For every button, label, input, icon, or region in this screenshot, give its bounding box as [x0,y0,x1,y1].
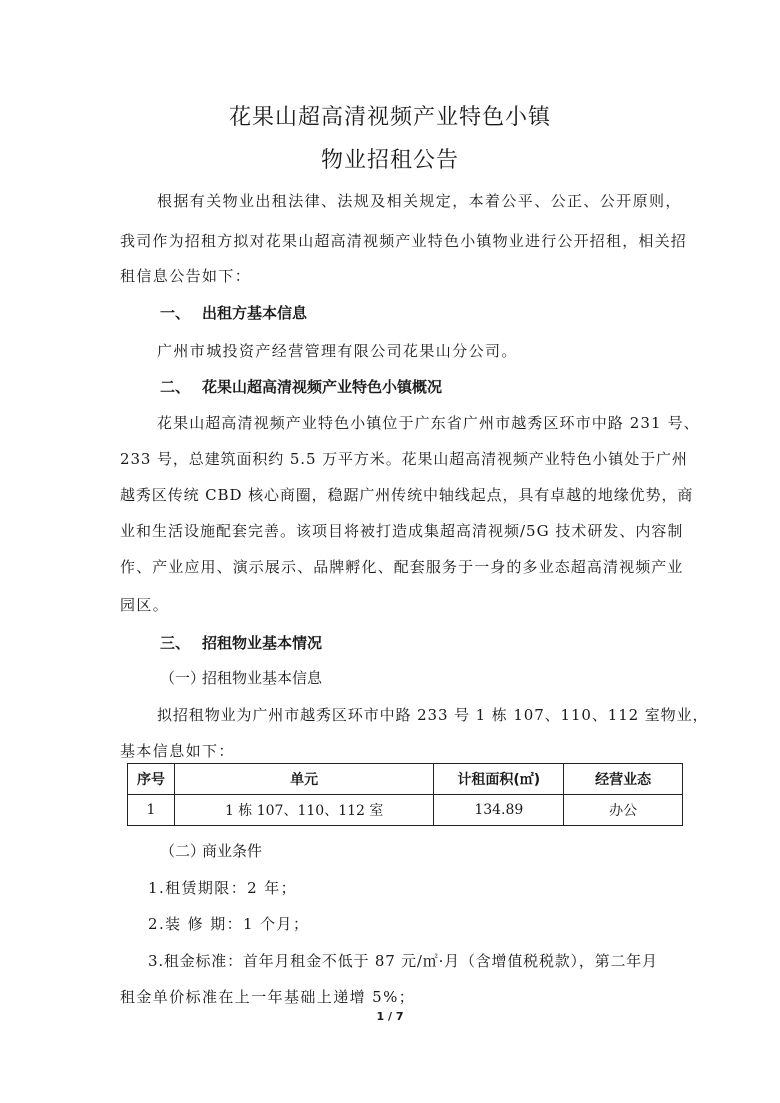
intro-line-3: 租信息公告如下： [120,267,252,285]
table-cell: 1 栋 107、110、112 室 [174,795,433,826]
intro-line-1: 根据有关物业出租法律、法规及相关规定，本着公平、公正、公开原则， [157,192,682,210]
subsection-2-title: 商业条件 [202,842,263,860]
condition-item-3-line-2: 租金单价标准在上一年基础上递增 5%； [120,988,416,1006]
table-row [128,795,683,826]
section-3-heading [160,632,322,653]
document-title: 花果山超高清视频产业特色小镇 [228,105,551,130]
section-2-line-1: 花果山超高清视频产业特色小镇位于广东省广州市越秀区环市中路 231 号、 [157,414,700,432]
section-1-title: 出租方基本信息 [202,304,308,322]
table-cell: 办公 [564,795,683,826]
subsection-2-number: （二） [160,842,206,860]
document-subtitle: 物业招租公告 [320,148,459,173]
condition-item-2: 2.装 修 期：1 个月； [148,915,310,933]
section-2-line-2: 233 号，总建筑面积约 5.5 万平方米。花果山超高清视频产业特色小镇处于广州 [120,450,688,468]
table-header-cell: 单元 [174,764,433,795]
section-1-number: 一、 [160,304,191,322]
section-2-line-3: 越秀区传统 CBD 核心商圈，稳踞广州传统中轴线起点，具有卓越的地缘优势，商 [120,486,694,504]
subsection-2-heading [160,840,262,861]
section-2-number: 二、 [160,378,191,396]
section-3-title: 招租物业基本情况 [202,634,323,652]
condition-item-3-line-1: 3.租金标准：首年月租金不低于 87 元/㎡·月（含增值税税款），第二年月 [148,952,658,970]
section-2-title: 花果山超高清视频产业特色小镇概况 [202,378,443,396]
section-2-line-5: 作、产业应用、演示展示、品牌孵化、配套服务于一身的多业态超高清视频产业 [120,558,684,576]
table-cell: 1 [128,795,175,826]
section-3-paragraph-line-2: 基本信息如下： [120,742,235,760]
subsection-1-number: （一） [160,669,206,687]
section-2-line-6: 园区。 [120,596,170,614]
subsection-1-heading [160,667,322,688]
table-cell: 134.89 [434,795,564,826]
section-1-heading [160,302,307,323]
section-2-line-4: 业和生活设施配套完善。该项目将被打造成集超高清视频/5G 技术研发、内容制 [120,522,684,540]
section-2-heading [160,376,442,397]
property-info-table [127,763,683,826]
table-header-cell: 序号 [128,764,175,795]
table-header-cell: 经营业态 [564,764,683,795]
condition-item-1: 1.租赁期限：2 年； [148,879,298,897]
table-header-row [128,764,683,795]
section-1-body: 广州市城投资产经营管理有限公司花果山分公司。 [157,342,518,360]
subsection-1-title: 招租物业基本信息 [202,669,323,687]
section-3-paragraph-line-1: 拟招租物业为广州市越秀区环市中路 233 号 1 栋 107、110、112 室物业， [157,706,709,724]
page-number: 1 / 7 [376,1010,404,1023]
section-3-number: 三、 [160,634,191,652]
intro-line-2: 我司作为招租方拟对花果山超高清视频产业特色小镇物业进行公开招租，相关招 [120,232,688,250]
table-header-cell: 计租面积(㎡) [434,764,564,795]
